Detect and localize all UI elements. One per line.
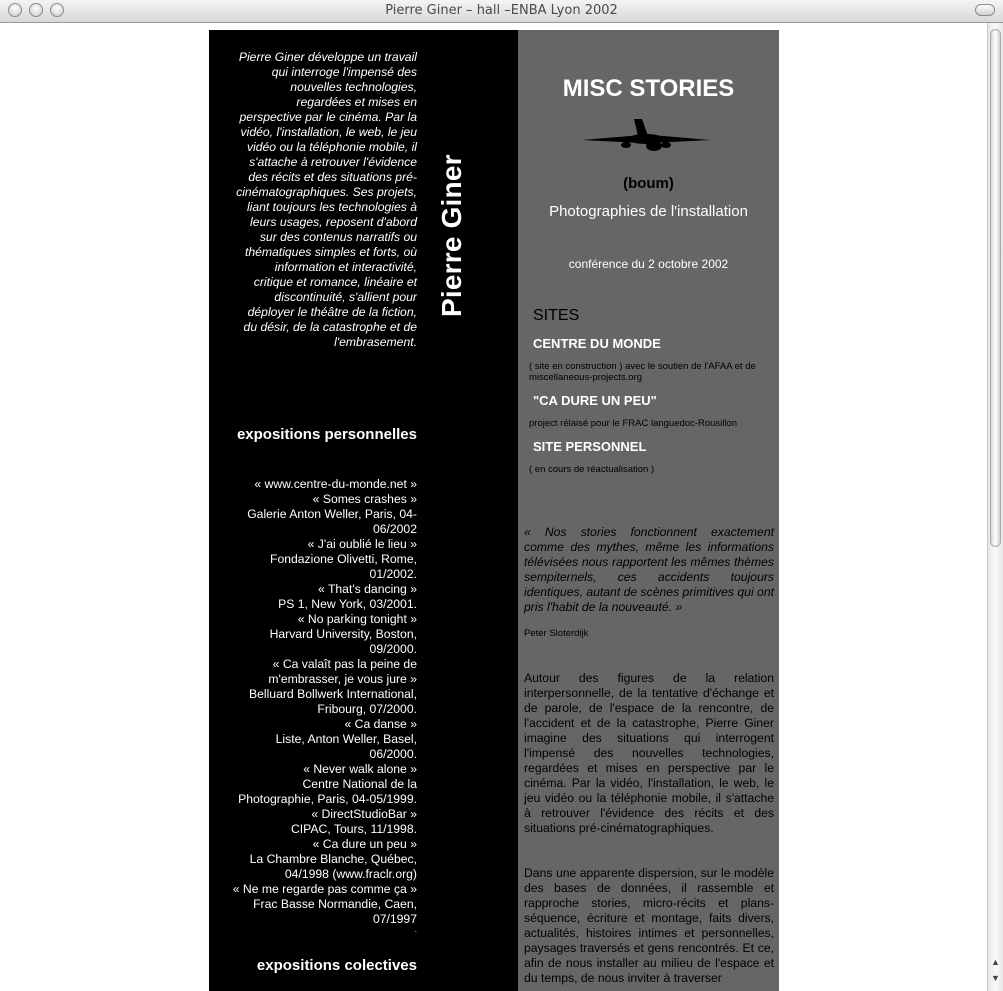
site-link-centre-du-monde[interactable]: CENTRE DU MONDE [533, 336, 661, 351]
site-link-site-personnel[interactable]: SITE PERSONNEL [533, 439, 647, 454]
list-item: CIPAC, Tours, 11/1998. [290, 822, 417, 836]
artist-bio: Pierre Giner développe un travail qui interroge l'impensé des nouvelles technologies, regardées et mises en perspective par le cinéma. Par la vidéo, l'installation, le web, le jeu vidéo ou la téléphonie mobile, il s'attache à retrouver l'évidence des récits et des situations pré-cinématographiques. Ses projets, liant toujours les technologies à leurs usages, reposent d'abord sur des contenus narratifs ou thématiques simples et forts, où information et interactivité, critique et romance, linéaire et discontinuité, s'allient pour déployer le théâtre de la fiction, du désir, de la catastrophe et de l'embrasement. [236, 50, 417, 349]
site-link-ca-dure-un-peu[interactable]: "CA DURE UN PEU" [533, 393, 657, 408]
right-column [518, 30, 779, 991]
artist-name-vertical: Pierre Giner [436, 154, 467, 317]
window-titlebar [0, 0, 1003, 23]
project-title: MISC STORIES [562, 75, 735, 102]
list-item: « Ca danse » [344, 717, 417, 731]
quote-text: « Nos stories fonctionnent exactement comme des mythes, même les informations télévisées nous rapportent les mêmes thèmes sempiternels, ces accidents toujours identiques, autant de scènes primitives qui ont pris l'habit de la nouveauté. » [524, 525, 774, 614]
expositions-list [229, 477, 417, 933]
scrollbar-thumb[interactable] [990, 29, 1001, 547]
conference-link[interactable]: conférence du 2 octobre 2002 [568, 257, 729, 271]
list-item: PS 1, New York, 03/2001. [278, 597, 417, 611]
list-item: Fondazione Olivetti, Rome, 01/2002. [270, 552, 417, 581]
list-item: « Never walk alone » [303, 762, 417, 776]
list-item: Centre National de la Photographie, Paris, 04-05/1999. [238, 777, 417, 806]
vertical-scrollbar[interactable] [987, 23, 1003, 991]
site-description: ( en cours de réactualisation ) [529, 464, 655, 475]
list-item: . [414, 925, 417, 934]
toolbar-toggle-button[interactable] [975, 4, 995, 16]
list-item: « Ca dure un peu » [312, 837, 417, 851]
list-item: « Ca valaît pas la peine de m'embrasser, je vous jure » [268, 657, 417, 686]
list-item: Liste, Anton Weller, Basel, 06/2000. [275, 732, 417, 761]
list-item[interactable]: La Chambre Blanche, Québec, 04/1998 (www.fraclr.org) [249, 852, 417, 881]
list-item: « No parking tonight » [297, 612, 417, 626]
photos-installation-link[interactable]: Photographies de l'installation [549, 203, 748, 220]
site-description: project rélaisé pour le FRAC languedoc-Rousillon [529, 418, 738, 429]
quote-author: Peter Sloterdijk [524, 628, 589, 639]
sites-heading: SITES [533, 307, 580, 324]
list-item[interactable]: « www.centre-du-monde.net » [254, 477, 417, 491]
window-title: Pierre Giner – hall –ENBA Lyon 2002 [385, 3, 618, 18]
description-paragraph-1: Autour des figures de la relation interpersonnelle, de la tentative d'échange et de parole, de l'espace de la rencontre, de l'accident et de la catastrophe, Pierre Giner imagine des situations qui interrogent l'impensé des nouvelles technologies, regardées et mises en perspective par le cinéma. Par la vidéo, l'installation, le web, le jeu vidéo ou la téléphonie mobile, il s'attache à retrouver l'évidence des récits et des situations pré-cinématographiques. [524, 671, 774, 835]
scroll-up-arrow-icon[interactable]: ▲ [991, 957, 1000, 967]
list-item: « J'ai oublié le lieu » [307, 537, 417, 551]
list-item: Harvard University, Boston, 09/2000. [269, 627, 417, 656]
list-item: « DirectStudioBar » [311, 807, 417, 821]
left-column [209, 30, 518, 991]
list-item: « That's dancing » [318, 582, 417, 596]
list-item: Belluard Bollwerk International, Fribourg, 07/2000. [248, 687, 417, 716]
list-item: Galerie Anton Weller, Paris, 04-06/2002 [247, 507, 417, 536]
list-item: « Somes crashes » [312, 492, 417, 506]
boum-label: (boum) [623, 175, 674, 192]
expositions-personnelles-heading: expositions personnelles [236, 426, 417, 443]
site-description: ( site en construction ) avec le soutien de l'AFAA et de miscellaneous-projects.org [529, 361, 756, 383]
scroll-down-arrow-icon[interactable]: ▼ [991, 973, 1000, 983]
description-paragraph-2: Dans une apparente dispersion, sur le modèle des bases de données, il rassemble et rapproche stories, micro-récits et plans-séquence, écriture et montage, faits divers, actualités, histoires intimes et personnelles, paysages traversés et gens rencontrés. Et ce, afin de nous installer au milieu de l'espace et du temps, de nous inviter à traverser [524, 866, 774, 985]
list-item: « Ne me regarde pas comme ça » Frac Basse Normandie, Caen, 07/1997 [232, 882, 417, 926]
airplane-icon [582, 116, 710, 158]
expositions-collectives-heading: expositions colectives [256, 957, 417, 974]
